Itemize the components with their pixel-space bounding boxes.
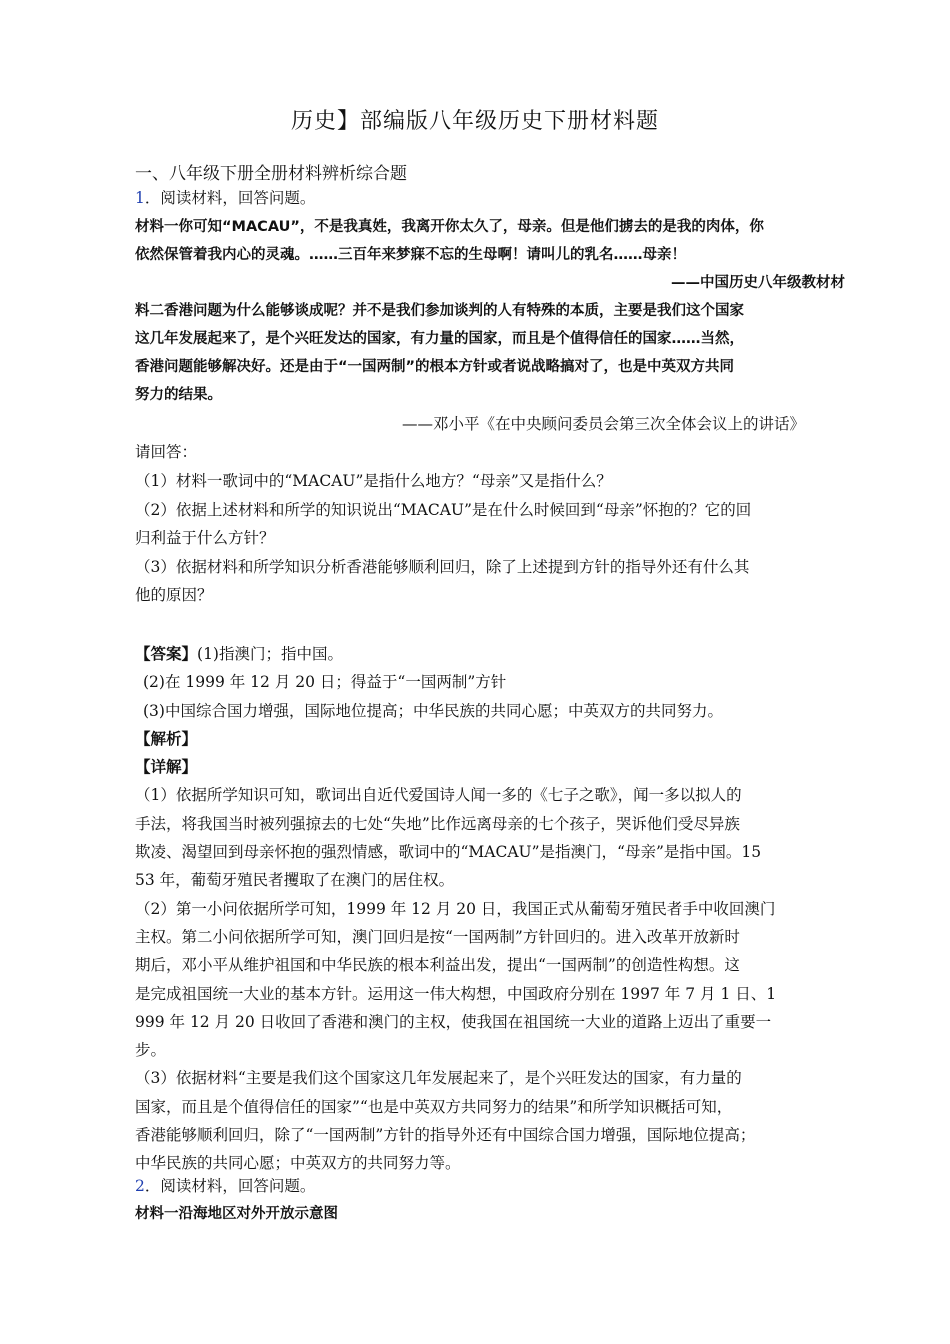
- material-2-line: 这几年发展起来了，是个兴旺发达的国家，有力量的国家，而且是个值得信任的国家……当然，: [135, 331, 744, 347]
- detail-line: （3）依据材料“主要是我们这个国家这几年发展起来了，是个兴旺发达的国家，有力量的: [135, 1069, 742, 1087]
- material-2-line: 料二香港问题为什么能够谈成呢？并不是我们参加谈判的人有特殊的本质，主要是我们这个国家: [135, 303, 744, 319]
- document-title: 历史】部编版八年级历史下册材料题: [290, 109, 659, 134]
- detail-line: 主权。第二小问依据所学可知，澳门回归是按“一国两制”方针回归的。进入改革开放新时: [135, 928, 740, 946]
- question-ask-label: 请回答：: [135, 443, 198, 461]
- question-2-prompt: [135, 1172, 825, 1200]
- answer-text: (1)指澳门；指中国。: [197, 645, 343, 663]
- sub-question: 归利益于什么方针？: [135, 529, 275, 547]
- detail-line: 欺凌、渴望回到母亲怀抱的强烈情感，歌词中的“MACAU”是指澳门，“母亲”是指中国。15: [135, 843, 762, 861]
- detail-line: （1）依据所学知识可知，歌词出自近代爱国诗人闻一多的《七子之歌》，闻一多以拟人的: [135, 786, 742, 804]
- answer-line: (3)中国综合国力增强，国际地位提高；中华民族的共同心愿；中英双方的共同努力。: [143, 702, 723, 720]
- section-heading: 一、八年级下册全册材料辨析综合题: [135, 164, 407, 184]
- detail-line: 香港能够顺利回归，除了“一国两制”方针的指导外还有中国综合国力增强，国际地位提高；: [135, 1126, 756, 1144]
- answer-line: [135, 640, 825, 668]
- detail-line: 国家，而且是个值得信任的国家”“也是中英双方共同努力的结果”和所学知识概括可知，: [135, 1098, 733, 1116]
- detail-line: 是完成祖国统一大业的基本方针。运用这一伟大构想，中国政府分别在 1997 年 7 月 1 日、1: [135, 985, 777, 1003]
- detail-line: 步。: [135, 1041, 167, 1059]
- answer-label: 【答案】: [135, 644, 198, 663]
- sub-question: （2）依据上述材料和所学的知识说出“MACAU”是在什么时候回到“母亲”怀抱的？它的回: [135, 501, 752, 519]
- question-1-prompt-text: ．阅读材料，回答问题。: [144, 189, 316, 207]
- detail-line: 期后，邓小平从维护祖国和中华民族的根本利益出发，提出“一国两制”的创造性构想。这: [135, 956, 740, 974]
- sub-question: 他的原因？: [135, 586, 213, 604]
- material-1-line: 材料一你可知“MACAU”，不是我真姓，我离开你太久了，母亲。但是他们掳去的是我的肉体，你: [135, 219, 764, 235]
- material-2-source: ——邓小平《在中央顾问委员会第三次全体会议上的讲话》: [401, 415, 805, 433]
- material-2-line: 香港问题能够解决好。还是由于“一国两制”的根本方针或者说战略搞对了，也是中英双方共同: [135, 359, 735, 375]
- material-2-line: 努力的结果。: [135, 387, 222, 403]
- sub-question: （3）依据材料和所学知识分析香港能够顺利回归，除了上述提到方针的指导外还有什么其: [135, 558, 750, 576]
- question-1-number: 1: [135, 189, 145, 207]
- material-1-source: ——中国历史八年级教材材: [671, 275, 845, 291]
- answer-line: (2)在 1999 年 12 月 20 日；得益于“一国两制”方针: [143, 673, 507, 691]
- sub-question: （1）材料一歌词中的“MACAU”是指什么地方？“母亲”又是指什么？: [135, 472, 612, 490]
- question-2-material-title: 材料一沿海地区对外开放示意图: [135, 1206, 338, 1222]
- detail-line: （2）第一小问依据所学可知，1999 年 12 月 20 日，我国正式从葡萄牙殖民者手中收回澳门: [135, 900, 776, 918]
- analysis-label: 【解析】: [135, 729, 198, 748]
- question-2-prompt-text: ．阅读材料，回答问题。: [144, 1177, 316, 1195]
- detail-line: 中华民族的共同心愿；中英双方的共同努力等。: [135, 1154, 461, 1172]
- detail-line: 手法，将我国当时被列强掠去的七处“失地”比作远离母亲的七个孩子，哭诉他们受尽异族: [135, 815, 740, 833]
- detail-label: 【详解】: [135, 757, 198, 776]
- question-1-prompt: [135, 184, 825, 212]
- material-1-line: 依然保管着我内心的灵魂。……三百年来梦寐不忘的生母啊！请叫儿的乳名……母亲！: [135, 247, 686, 263]
- detail-line: 999 年 12 月 20 日收回了香港和澳门的主权，使我国在祖国统一大业的道路上迈出了重要一: [135, 1013, 772, 1031]
- detail-line: 53 年，葡萄牙殖民者攫取了在澳门的居住权。: [135, 871, 455, 889]
- question-2-number: 2: [135, 1177, 145, 1195]
